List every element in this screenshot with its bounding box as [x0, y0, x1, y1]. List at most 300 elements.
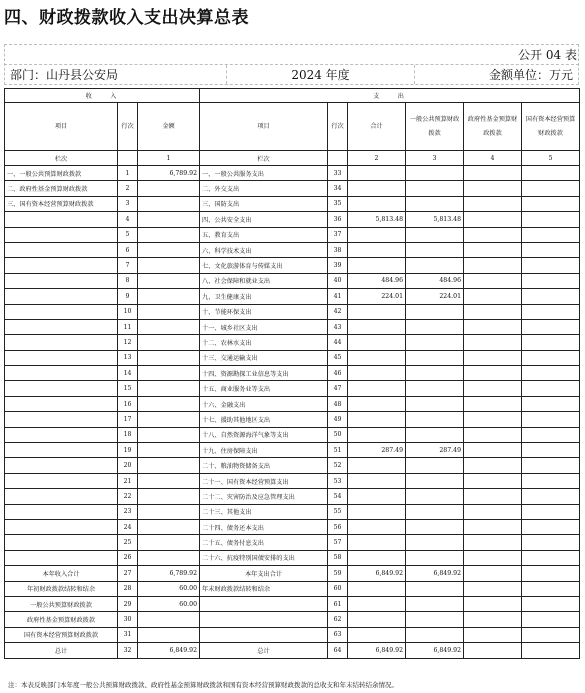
- general-budget-amount-cell: [406, 427, 464, 442]
- gov-fund-amount-cell: [464, 627, 522, 642]
- expense-col-label: 栏次: [200, 151, 328, 166]
- general-budget-amount-cell: [406, 181, 464, 196]
- table-row: [5, 166, 580, 181]
- gov-fund-amount-cell: [464, 566, 522, 581]
- income-line-no-cell: 28: [118, 581, 138, 596]
- income-item-cell: [5, 412, 118, 427]
- gov-fund-header: 政府性基金预算财政拨款: [464, 103, 522, 151]
- expense-line-no-cell: 62: [328, 612, 348, 627]
- income-item-cell: [5, 381, 118, 396]
- income-item-cell: [5, 489, 118, 504]
- income-item-cell: [5, 535, 118, 550]
- state-capital-amount-cell: [522, 566, 580, 581]
- gov-fund-amount-cell: [464, 443, 522, 458]
- table-row: [5, 181, 580, 196]
- state-capital-amount-cell: [522, 396, 580, 411]
- general-budget-amount-cell: [406, 458, 464, 473]
- general-budget-amount-cell: [406, 535, 464, 550]
- general-budget-amount-cell: 287.49: [406, 443, 464, 458]
- page-title: 四、财政拨款收入支出决算总表: [4, 8, 249, 28]
- expense-line-no-cell: 49: [328, 412, 348, 427]
- state-capital-amount-cell: [522, 443, 580, 458]
- income-item-cell: [5, 458, 118, 473]
- general-budget-amount-cell: 484.96: [406, 273, 464, 288]
- total-amount-cell: [348, 319, 406, 334]
- expense-item-cell: 十八、自然资源海洋气象等支出: [200, 427, 328, 442]
- income-amount-cell: [138, 535, 200, 550]
- department-label: 部门：山丹县公安局: [4, 65, 227, 84]
- expense-line-no-cell: 35: [328, 196, 348, 211]
- gov-fund-amount-cell: [464, 519, 522, 534]
- income-item-cell: 政府性基金预算财政拨款: [5, 612, 118, 627]
- state-capital-amount-cell: [522, 412, 580, 427]
- expense-line-no-cell: 46: [328, 366, 348, 381]
- income-amount-cell: [138, 212, 200, 227]
- expense-item-cell: 七、文化旅游体育与传媒支出: [200, 258, 328, 273]
- income-line-no-cell: 13: [118, 350, 138, 365]
- expense-line-no-cell: 60: [328, 581, 348, 596]
- expense-line-no-cell: 58: [328, 550, 348, 565]
- income-item-cell: [5, 227, 118, 242]
- income-item-cell: [5, 396, 118, 411]
- total-amount-cell: [348, 304, 406, 319]
- income-item-cell: 本年收入合计: [5, 566, 118, 581]
- expense-line-no-cell: 51: [328, 443, 348, 458]
- income-line-no-cell: 22: [118, 489, 138, 504]
- income-item-cell: [5, 350, 118, 365]
- total-amount-cell: [348, 489, 406, 504]
- income-line-no-cell: 5: [118, 227, 138, 242]
- gov-fund-amount-cell: [464, 366, 522, 381]
- expense-item-cell: 六、科学技术支出: [200, 242, 328, 257]
- expense-item-cell: 二十六、抗疫特别国债安排的支出: [200, 550, 328, 565]
- state-capital-amount-cell: [522, 381, 580, 396]
- gov-fund-amount-cell: [464, 427, 522, 442]
- income-amount-cell: 6,789.92: [138, 166, 200, 181]
- total-amount-cell: [348, 196, 406, 211]
- income-amount-cell: [138, 519, 200, 534]
- gov-fund-amount-cell: [464, 196, 522, 211]
- income-line-no-cell: 15: [118, 381, 138, 396]
- state-capital-amount-cell: [522, 166, 580, 181]
- income-item-cell: [5, 519, 118, 534]
- income-line-no-cell: 29: [118, 596, 138, 611]
- expense-item-cell: [200, 627, 328, 642]
- income-amount-header: 金额: [138, 103, 200, 151]
- expense-item-cell: 三、国防支出: [200, 196, 328, 211]
- total-amount-cell: [348, 366, 406, 381]
- general-budget-amount-cell: 5,813.48: [406, 212, 464, 227]
- income-line-no-cell: 21: [118, 473, 138, 488]
- state-capital-amount-cell: [522, 304, 580, 319]
- table-row: [5, 550, 580, 565]
- income-amount-cell: [138, 489, 200, 504]
- total-amount-cell: [348, 166, 406, 181]
- expense-item-cell: 四、公共安全支出: [200, 212, 328, 227]
- gov-fund-amount-cell: [464, 489, 522, 504]
- expense-line-no-header: 行次: [328, 103, 348, 151]
- general-budget-amount-cell: [406, 335, 464, 350]
- table-row: [5, 473, 580, 488]
- expense-section-header: 支 出: [200, 89, 580, 103]
- income-line-no-cell: 6: [118, 242, 138, 257]
- expense-item-cell: 十九、住房保障支出: [200, 443, 328, 458]
- income-col-label: 栏次: [5, 151, 118, 166]
- gov-fund-amount-cell: [464, 350, 522, 365]
- general-budget-amount-cell: [406, 612, 464, 627]
- expense-line-no-cell: 64: [328, 643, 348, 658]
- expense-item-cell: 十、节能环保支出: [200, 304, 328, 319]
- income-amount-cell: [138, 258, 200, 273]
- expense-item-cell: 二十三、其他支出: [200, 504, 328, 519]
- general-budget-amount-cell: [406, 473, 464, 488]
- general-budget-amount-cell: [406, 412, 464, 427]
- income-line-no-cell: 2: [118, 181, 138, 196]
- total-amount-cell: [348, 504, 406, 519]
- income-item-cell: [5, 335, 118, 350]
- table-row: [5, 196, 580, 211]
- total-amount-cell: 224.01: [348, 289, 406, 304]
- table-row: [5, 612, 580, 627]
- state-capital-header: 国有资本经营预算财政拨款: [522, 103, 580, 151]
- income-item-cell: 国有资本经营预算财政拨款: [5, 627, 118, 642]
- expense-line-no-cell: 45: [328, 350, 348, 365]
- general-budget-amount-cell: [406, 550, 464, 565]
- general-budget-amount-cell: [406, 504, 464, 519]
- column-header-row: [5, 103, 580, 151]
- total-amount-cell: [348, 581, 406, 596]
- total-amount-cell: 484.96: [348, 273, 406, 288]
- state-capital-amount-cell: [522, 227, 580, 242]
- expense-line-no-cell: 39: [328, 258, 348, 273]
- table-row: [5, 319, 580, 334]
- general-budget-amount-cell: 6,849.92: [406, 566, 464, 581]
- general-budget-amount-cell: [406, 227, 464, 242]
- state-capital-amount-cell: [522, 473, 580, 488]
- table-row: [5, 566, 580, 581]
- general-budget-amount-cell: [406, 366, 464, 381]
- table-row: [5, 335, 580, 350]
- income-line-no-cell: 9: [118, 289, 138, 304]
- expense-item-cell: 二十二、灾害防治及应急管理支出: [200, 489, 328, 504]
- general-budget-amount-cell: [406, 396, 464, 411]
- general-budget-amount-cell: [406, 304, 464, 319]
- total-amount-cell: [348, 242, 406, 257]
- income-item-cell: [5, 504, 118, 519]
- income-item-cell: [5, 427, 118, 442]
- total-amount-cell: 287.49: [348, 443, 406, 458]
- state-capital-amount-cell: [522, 335, 580, 350]
- expense-line-no-cell: 50: [328, 427, 348, 442]
- income-amount-cell: [138, 242, 200, 257]
- income-line-no-cell: 7: [118, 258, 138, 273]
- total-amount-cell: [348, 627, 406, 642]
- expense-item-cell: 十二、农林水支出: [200, 335, 328, 350]
- table-row: [5, 489, 580, 504]
- total-amount-cell: 5,813.48: [348, 212, 406, 227]
- table-row: [5, 381, 580, 396]
- income-line-no-cell: 27: [118, 566, 138, 581]
- total-amount-cell: [348, 473, 406, 488]
- income-amount-cell: [138, 427, 200, 442]
- form-number: 公开 04 表: [518, 48, 577, 62]
- expense-line-no-cell: 52: [328, 458, 348, 473]
- income-line-no-cell: 16: [118, 396, 138, 411]
- income-amount-cell: [138, 396, 200, 411]
- total-header: 合计: [348, 103, 406, 151]
- table-row: [5, 366, 580, 381]
- total-amount-cell: [348, 612, 406, 627]
- col-num-4: 4: [464, 151, 522, 166]
- income-col-num: 1: [138, 151, 200, 166]
- gov-fund-amount-cell: [464, 473, 522, 488]
- state-capital-amount-cell: [522, 612, 580, 627]
- gov-fund-amount-cell: [464, 242, 522, 257]
- table-row: [5, 581, 580, 596]
- state-capital-amount-cell: [522, 581, 580, 596]
- col-num-3: 3: [406, 151, 464, 166]
- expense-line-no-cell: 37: [328, 227, 348, 242]
- expense-item-cell: 十四、资源勘探工业信息等支出: [200, 366, 328, 381]
- income-amount-cell: [138, 304, 200, 319]
- income-amount-cell: [138, 335, 200, 350]
- state-capital-amount-cell: [522, 535, 580, 550]
- gov-fund-amount-cell: [464, 227, 522, 242]
- gov-fund-amount-cell: [464, 212, 522, 227]
- income-line-no-cell: 14: [118, 366, 138, 381]
- income-item-cell: [5, 242, 118, 257]
- expense-col-blank: [328, 151, 348, 166]
- col-num-5: 5: [522, 151, 580, 166]
- table-row: [5, 504, 580, 519]
- table-row: [5, 304, 580, 319]
- income-line-no-cell: 3: [118, 196, 138, 211]
- gov-fund-amount-cell: [464, 319, 522, 334]
- income-item-cell: 三、国有资本经营预算财政拨款: [5, 196, 118, 211]
- income-line-no-cell: 30: [118, 612, 138, 627]
- gov-fund-amount-cell: [464, 612, 522, 627]
- income-section-header: 收 入: [5, 89, 200, 103]
- income-amount-cell: [138, 550, 200, 565]
- gov-fund-amount-cell: [464, 581, 522, 596]
- income-amount-cell: [138, 366, 200, 381]
- income-amount-cell: [138, 473, 200, 488]
- income-item-cell: 一般公共预算财政拨款: [5, 596, 118, 611]
- expense-line-no-cell: 53: [328, 473, 348, 488]
- table-row: [5, 227, 580, 242]
- expense-item-cell: 二十四、债务还本支出: [200, 519, 328, 534]
- expense-line-no-cell: 40: [328, 273, 348, 288]
- general-budget-amount-cell: 6,849.92: [406, 643, 464, 658]
- income-line-no-cell: 18: [118, 427, 138, 442]
- expense-item-cell: 二十五、债务付息支出: [200, 535, 328, 550]
- income-item-cell: 一、一般公共预算财政拨款: [5, 166, 118, 181]
- expense-line-no-cell: 48: [328, 396, 348, 411]
- state-capital-amount-cell: [522, 427, 580, 442]
- income-item-cell: [5, 289, 118, 304]
- expense-line-no-cell: 56: [328, 519, 348, 534]
- gov-fund-amount-cell: [464, 458, 522, 473]
- total-amount-cell: [348, 519, 406, 534]
- table-row: [5, 350, 580, 365]
- state-capital-amount-cell: [522, 273, 580, 288]
- total-amount-cell: [348, 535, 406, 550]
- total-amount-cell: [348, 350, 406, 365]
- income-item-cell: [5, 443, 118, 458]
- expense-line-no-cell: 63: [328, 627, 348, 642]
- income-item-cell: [5, 304, 118, 319]
- total-amount-cell: [348, 596, 406, 611]
- income-item-cell: 二、政府性基金预算财政拨款: [5, 181, 118, 196]
- state-capital-amount-cell: [522, 242, 580, 257]
- income-item-cell: [5, 550, 118, 565]
- state-capital-amount-cell: [522, 458, 580, 473]
- income-amount-cell: 6,849.92: [138, 643, 200, 658]
- income-line-no-cell: 25: [118, 535, 138, 550]
- gov-fund-amount-cell: [464, 258, 522, 273]
- total-amount-cell: [348, 427, 406, 442]
- table-row: [5, 289, 580, 304]
- budget-summary-table: [4, 88, 580, 659]
- col-num-2: 2: [348, 151, 406, 166]
- state-capital-amount-cell: [522, 519, 580, 534]
- gov-fund-amount-cell: [464, 550, 522, 565]
- state-capital-amount-cell: [522, 350, 580, 365]
- expense-item-cell: [200, 596, 328, 611]
- table-row: [5, 212, 580, 227]
- expense-line-no-cell: 38: [328, 242, 348, 257]
- gov-fund-amount-cell: [464, 335, 522, 350]
- table-row: [5, 427, 580, 442]
- expense-item-cell: 二、外交支出: [200, 181, 328, 196]
- expense-line-no-cell: 42: [328, 304, 348, 319]
- state-capital-amount-cell: [522, 289, 580, 304]
- gov-fund-amount-cell: [464, 166, 522, 181]
- general-budget-amount-cell: [406, 242, 464, 257]
- gov-fund-amount-cell: [464, 181, 522, 196]
- total-amount-cell: [348, 412, 406, 427]
- income-amount-cell: 6,789.92: [138, 566, 200, 581]
- expense-item-cell: 十一、城乡社区支出: [200, 319, 328, 334]
- general-budget-amount-cell: [406, 381, 464, 396]
- table-row: [5, 627, 580, 642]
- income-line-no-cell: 10: [118, 304, 138, 319]
- income-amount-cell: [138, 381, 200, 396]
- expense-line-no-cell: 43: [328, 319, 348, 334]
- gov-fund-amount-cell: [464, 273, 522, 288]
- expense-item-cell: [200, 612, 328, 627]
- income-line-no-header: 行次: [118, 103, 138, 151]
- income-line-no-cell: 17: [118, 412, 138, 427]
- income-amount-cell: [138, 196, 200, 211]
- income-item-cell: [5, 212, 118, 227]
- gov-fund-amount-cell: [464, 504, 522, 519]
- state-capital-amount-cell: [522, 212, 580, 227]
- income-amount-cell: [138, 319, 200, 334]
- expense-item-cell: 一、一般公共服务支出: [200, 166, 328, 181]
- income-line-no-cell: 19: [118, 443, 138, 458]
- income-amount-cell: [138, 289, 200, 304]
- table-row: [5, 458, 580, 473]
- total-amount-cell: [348, 396, 406, 411]
- state-capital-amount-cell: [522, 627, 580, 642]
- income-amount-cell: [138, 627, 200, 642]
- expense-line-no-cell: 47: [328, 381, 348, 396]
- gov-fund-amount-cell: [464, 381, 522, 396]
- total-amount-cell: [348, 550, 406, 565]
- income-amount-cell: [138, 350, 200, 365]
- income-item-cell: [5, 258, 118, 273]
- footnote: 注：本表反映部门本年度一般公共预算财政拨款、政府性基金预算财政拨款和国有资本经营预算财政拨款的总收支和年末结转结余情况。: [8, 681, 398, 689]
- state-capital-amount-cell: [522, 643, 580, 658]
- column-number-row: [5, 151, 580, 166]
- expense-line-no-cell: 59: [328, 566, 348, 581]
- income-col-blank: [118, 151, 138, 166]
- expense-item-cell: 十七、援助其他地区支出: [200, 412, 328, 427]
- income-line-no-cell: 31: [118, 627, 138, 642]
- income-amount-cell: [138, 273, 200, 288]
- state-capital-amount-cell: [522, 196, 580, 211]
- table-row: [5, 443, 580, 458]
- state-capital-amount-cell: [522, 550, 580, 565]
- total-amount-cell: [348, 258, 406, 273]
- state-capital-amount-cell: [522, 504, 580, 519]
- general-budget-amount-cell: [406, 258, 464, 273]
- fiscal-year-label: 2024 年度: [227, 65, 415, 84]
- expense-line-no-cell: 41: [328, 289, 348, 304]
- expense-item-cell: 十五、商业服务业等支出: [200, 381, 328, 396]
- income-item-cell: [5, 273, 118, 288]
- income-line-no-cell: 20: [118, 458, 138, 473]
- report-meta-bar: [4, 64, 579, 84]
- income-item-cell: [5, 319, 118, 334]
- income-amount-cell: [138, 612, 200, 627]
- total-amount-cell: [348, 458, 406, 473]
- gov-fund-amount-cell: [464, 412, 522, 427]
- general-budget-amount-cell: [406, 196, 464, 211]
- income-item-cell: 年初财政拨款结转和结余: [5, 581, 118, 596]
- general-budget-amount-cell: [406, 581, 464, 596]
- expense-line-no-cell: 54: [328, 489, 348, 504]
- general-budget-amount-cell: [406, 350, 464, 365]
- income-amount-cell: [138, 504, 200, 519]
- income-line-no-cell: 12: [118, 335, 138, 350]
- section-header-row: [5, 89, 580, 103]
- income-line-no-cell: 8: [118, 273, 138, 288]
- table-row: [5, 258, 580, 273]
- gov-fund-amount-cell: [464, 304, 522, 319]
- expense-item-cell: 总计: [200, 643, 328, 658]
- expense-line-no-cell: 44: [328, 335, 348, 350]
- income-amount-cell: [138, 181, 200, 196]
- state-capital-amount-cell: [522, 258, 580, 273]
- income-line-no-cell: 4: [118, 212, 138, 227]
- expense-item-cell: 十六、金融支出: [200, 396, 328, 411]
- income-item-cell: 总计: [5, 643, 118, 658]
- table-row: [5, 242, 580, 257]
- total-amount-cell: [348, 181, 406, 196]
- gov-fund-amount-cell: [464, 396, 522, 411]
- income-line-no-cell: 11: [118, 319, 138, 334]
- total-amount-cell: 6,849.92: [348, 643, 406, 658]
- general-budget-amount-cell: [406, 319, 464, 334]
- expense-line-no-cell: 57: [328, 535, 348, 550]
- table-row: [5, 535, 580, 550]
- expense-item-cell: 本年支出合计: [200, 566, 328, 581]
- state-capital-amount-cell: [522, 319, 580, 334]
- total-amount-cell: [348, 381, 406, 396]
- general-budget-amount-cell: [406, 519, 464, 534]
